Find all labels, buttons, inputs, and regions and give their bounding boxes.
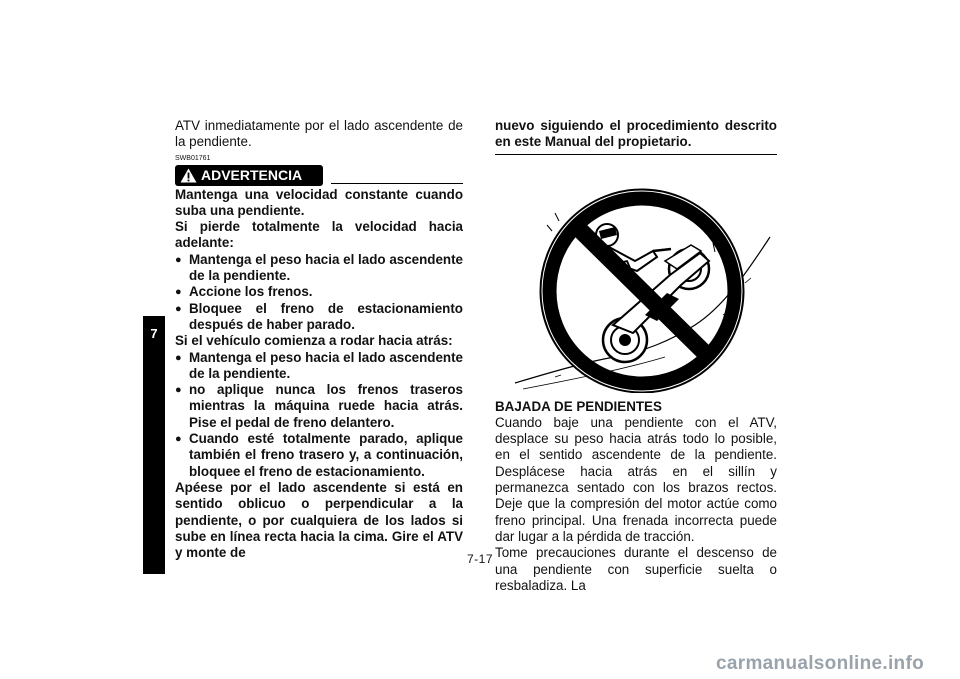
warning-end-rule bbox=[495, 154, 777, 155]
warning-badge bbox=[175, 165, 323, 186]
warning-label: ADVERTENCIA bbox=[201, 166, 303, 183]
section-paragraph-2: Tome precauciones durante el descenso de una pendiente con superficie suelta o resbaladiza. La bbox=[495, 545, 777, 593]
watermark: carmanualsonline.info bbox=[716, 653, 924, 674]
warning-paragraph-3: Si el vehículo comienza a rodar hacia atrás: bbox=[175, 333, 453, 349]
left-column bbox=[175, 118, 463, 561]
list-item: ● no aplique nunca los frenos traseros mientras la máquina ruede hacia atrás. Pise el pedal de freno delantero. bbox=[175, 382, 463, 430]
list-item: ● Mantenga el peso hacia el lado ascendente de la pendiente. bbox=[175, 349, 463, 381]
warning-header bbox=[175, 165, 463, 186]
list-item: ● Bloquee el freno de estacionamiento después de haber parado. bbox=[175, 300, 463, 332]
warning-code: SWB01761 bbox=[175, 154, 211, 162]
list-item: ● Mantenga el peso hacia el lado ascendente de la pendiente. bbox=[175, 251, 463, 284]
page-number: 7-17 bbox=[466, 552, 494, 566]
warning-triangle-icon bbox=[180, 168, 197, 183]
warning-continuation: nuevo siguiendo el procedimiento descrito en este Manual del propietario. bbox=[495, 118, 777, 150]
warning-paragraph-4: Apéese por el lado ascendente si está en sentido oblicuo o perpendicular a la pendiente, o por cualquiera de los lados si sube en línea recta hacia la cima. Gire el ATV y monte de bbox=[175, 479, 463, 561]
warning-paragraph-1: Mantenga una velocidad constante cuando suba una pendiente. bbox=[175, 186, 463, 218]
chapter-tab-number: 7 bbox=[150, 326, 158, 341]
prohibited-atv-climbing-icon bbox=[495, 165, 777, 393]
section-paragraph-1: Cuando baje una pendiente con el ATV, desplace su peso hacia atrás todo lo posible, en el sentido ascendente de la pendiente. Desplácese hacia atrás en el sillín y permanezca sentado con los brazos rectos. Deje que la compresión del motor actúe como freno principal. Una frenada incorrecta puede dar lugar a la pérdida de tracción. bbox=[495, 414, 777, 544]
intro-paragraph: ATV inmediatamente por el lado ascendente de la pendiente. bbox=[175, 118, 463, 150]
warning-rule bbox=[331, 183, 463, 184]
section-heading: BAJADA DE PENDIENTES bbox=[495, 398, 662, 414]
bullet-icon: ● bbox=[175, 384, 182, 397]
list-item: ● Cuando esté totalmente parado, aplique también el freno trasero y, a continuación, bloquee el freno de estacionamiento. bbox=[175, 431, 463, 479]
bullet-icon: ● bbox=[175, 302, 182, 315]
right-column bbox=[495, 118, 777, 594]
bullet-icon: ● bbox=[175, 253, 182, 266]
bullet-icon: ● bbox=[175, 433, 182, 446]
warning-paragraph-2: Si pierde totalmente la velocidad hacia adelante: bbox=[175, 219, 463, 251]
list-item: ● Accione los frenos. bbox=[175, 284, 313, 300]
bullet-icon: ● bbox=[175, 286, 182, 299]
bullet-icon: ● bbox=[175, 351, 182, 364]
chapter-tab bbox=[143, 316, 165, 574]
